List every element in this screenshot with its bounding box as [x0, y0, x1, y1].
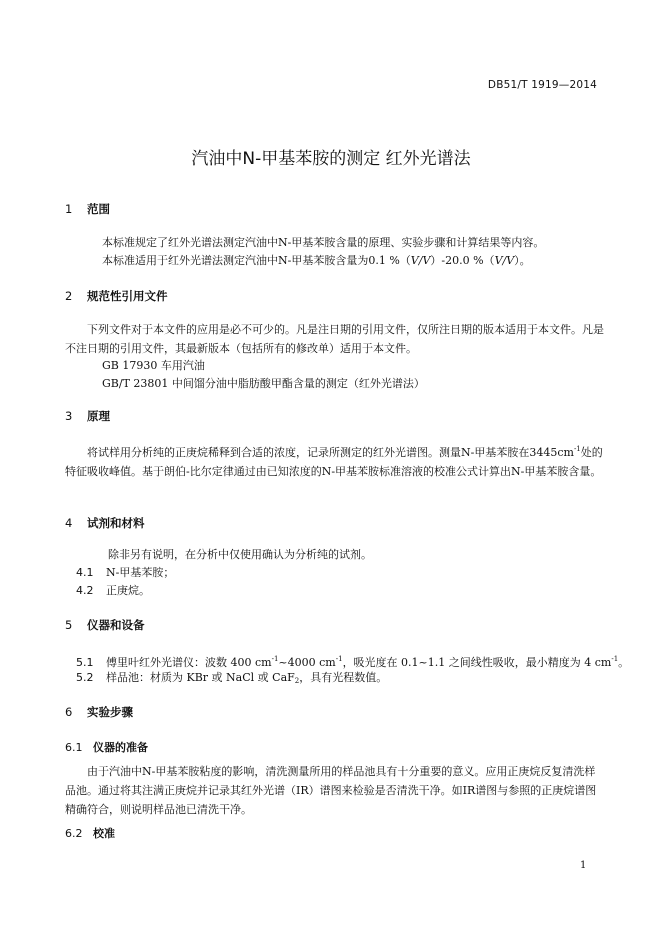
item-number: 5.2 — [76, 671, 94, 684]
section-4-heading — [65, 515, 145, 531]
section-title: 仪器和设备 — [87, 618, 145, 632]
document-title: 汽油中N-甲基苯胺的测定 红外光谱法 — [191, 149, 471, 169]
item-number: 4.1 — [76, 566, 94, 579]
superscript: -1 — [573, 445, 581, 453]
subsection-title: 校准 — [93, 827, 115, 840]
section-title: 试剂和材料 — [87, 516, 145, 530]
section-3-heading — [65, 408, 110, 424]
ref-doc-1: GB 17930 车用汽油 — [102, 359, 205, 372]
text-run: 本标准适用于红外光谱法测定汽油中N-甲基苯胺含量为0.1 %（ — [102, 254, 411, 267]
subsection-6-1-heading — [65, 739, 148, 755]
item-text: 正庚烷。 — [106, 584, 150, 597]
text-run: ，吸光度在 0.1~1.1 之间线性吸收，最小精度为 4 cm — [342, 656, 612, 669]
superscript: -1 — [335, 655, 343, 663]
text-run-italic: V/V — [494, 254, 515, 267]
instrument-prep-paragraph: 由于汽油中N-甲基苯胺粘度的影响，清洗测量所用的样品池具有十分重要的意义。应用正庚烷反复清洗样品池。通过将其注满正庚烷并记录其红外光谱（IR）谱图来检验是否清洗干净。如IR谱图与参照的正庚烷谱图精确符合，则说明样品池已清洗干净。 — [65, 765, 597, 816]
text-run: 。 — [618, 656, 630, 669]
text-run: ~4000 cm — [278, 656, 336, 669]
section-title: 实验步骤 — [87, 705, 133, 719]
text-run-italic: V/V — [410, 254, 431, 267]
subscript: 2 — [294, 677, 300, 685]
scope-paragraph-2 — [102, 251, 531, 270]
section-number: 2 — [65, 289, 73, 303]
section-title: 范围 — [87, 202, 110, 216]
principle-paragraph — [65, 440, 605, 481]
standard-code: DB51/T 1919—2014 — [487, 79, 597, 91]
ref-doc-2: GB/T 23801 中间馏分油中脂肪酸甲酯含量的测定（红外光谱法） — [102, 377, 425, 390]
text-run: 处的特征吸收峰值。基于朗伯-比尔定律通过由已知浓度的N-甲基苯胺标准溶液的校准公式计算出N-甲基苯胺含量。 — [65, 446, 603, 478]
subsection-title: 仪器的准备 — [93, 741, 148, 754]
subsection-number: 6.1 — [65, 741, 83, 754]
subsection-6-2-heading — [65, 825, 115, 841]
page-number: 1 — [580, 860, 587, 871]
section-title: 规范性引用文件 — [87, 289, 168, 303]
text-run: ）。 — [514, 254, 531, 267]
text-run: 将试样用分析纯的正庚烷稀释到合适的浓度，记录所测定的红外光谱图。测量N-甲基苯胺在3445cm — [87, 446, 574, 459]
section-2-heading — [65, 288, 168, 304]
reagents-paragraph: 除非另有说明，在分析中仅使用确认为分析纯的试剂。 — [108, 548, 372, 561]
superscript: -1 — [271, 655, 279, 663]
section-number: 1 — [65, 202, 73, 216]
item-number: 4.2 — [76, 584, 94, 597]
refs-paragraph: 下列文件对于本文件的应用是必不可少的。凡是注日期的引用文件，仅所注日期的版本适用于本文件。凡是不注日期的引用文件，其最新版本（包括所有的修改单）适用于本文件。 — [65, 323, 604, 355]
section-5-heading — [65, 617, 145, 633]
section-number: 3 — [65, 409, 73, 423]
section-number: 5 — [65, 618, 73, 632]
section-title: 原理 — [87, 409, 110, 423]
text-run: 样品池：材质为 KBr 或 NaCl 或 CaF — [106, 671, 295, 684]
section-6-heading — [65, 704, 133, 720]
apparatus-item-2 — [76, 668, 387, 691]
reagent-item — [76, 581, 150, 600]
section-1-heading — [65, 201, 110, 217]
scope-paragraph-1: 本标准规定了红外光谱法测定汽油中N-甲基苯胺含量的原理、实验步骤和计算结果等内容。 — [102, 236, 545, 249]
subsection-number: 6.2 — [65, 827, 83, 840]
text-run: 傅里叶红外光谱仪：波数 400 cm — [106, 656, 272, 669]
text-run: ，具有光程数值。 — [299, 671, 388, 684]
text-run: ）-20.0 %（ — [430, 254, 495, 267]
section-number: 4 — [65, 516, 73, 530]
section-number: 6 — [65, 705, 73, 719]
superscript: -1 — [611, 655, 619, 663]
item-number: 5.1 — [76, 656, 94, 669]
reagent-item — [76, 563, 174, 582]
item-text: N-甲基苯胺； — [106, 566, 175, 579]
